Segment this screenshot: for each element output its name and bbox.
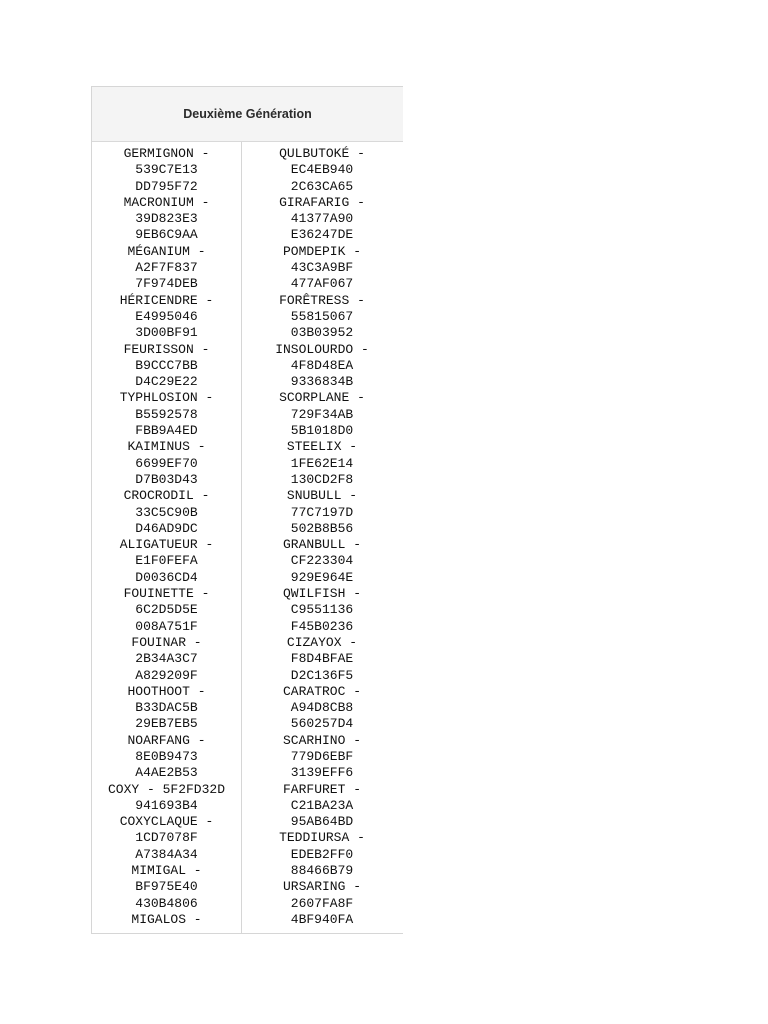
table-cell: 560257D4 xyxy=(290,716,354,732)
table-cell: 5B1018D0 xyxy=(290,423,354,439)
table-header: Deuxième Génération xyxy=(92,87,403,142)
table-cell: MÉGANIUM - xyxy=(127,243,206,259)
table-cell: FEURISSON - xyxy=(123,341,210,357)
table-cell: 9336834B xyxy=(290,374,354,390)
table-cell: B33DAC5B xyxy=(135,700,198,716)
table-cell: 779D6EBF xyxy=(290,748,354,764)
table-cell: 130CD2F8 xyxy=(290,471,354,487)
table-cell: 77C7197D xyxy=(290,504,354,520)
table-cell: FORÊTRESS - xyxy=(279,292,365,308)
table-cell: STEELIX - xyxy=(286,439,358,455)
table-cell: 41377A90 xyxy=(290,211,354,227)
table-cell: SCARHINO - xyxy=(282,732,361,748)
table-cell: MIMIGAL - xyxy=(131,863,202,879)
table-cell: E4995046 xyxy=(135,308,198,324)
table-cell: 03B03952 xyxy=(290,325,354,341)
table-cell: 33C5C90B xyxy=(135,504,198,520)
table-cell: 4F8D48EA xyxy=(290,357,354,373)
table-cell: E1F0FEFA xyxy=(135,553,198,569)
table-cell: INSOLOURDO - xyxy=(275,341,369,357)
table-cell: C9551136 xyxy=(290,602,354,618)
right-column xyxy=(242,142,402,933)
table-cell: 88466B79 xyxy=(290,863,354,879)
table-cell: EDEB2FF0 xyxy=(290,846,354,862)
table-cell: 729F34AB xyxy=(290,406,354,422)
table-cell: POMDEPIK - xyxy=(282,243,361,259)
table-cell: 430B4806 xyxy=(135,895,198,911)
table-cell: 9EB6C9AA xyxy=(135,227,198,243)
table-cell: HÉRICENDRE - xyxy=(119,292,214,308)
table-cell: SNUBULL - xyxy=(286,488,358,504)
table-cell: HOOTHOOT - xyxy=(127,683,206,699)
table-cell: QULBUTOKÉ - xyxy=(279,146,365,161)
table-cell: D0036CD4 xyxy=(135,569,198,585)
table-cell: 2B34A3C7 xyxy=(135,651,198,667)
table-cell: A2F7F837 xyxy=(135,260,198,276)
table-cell: 6C2D5D5E xyxy=(135,602,198,618)
table-cell: CROCRODIL - xyxy=(123,488,210,504)
table-cell: 008A751F xyxy=(135,618,198,634)
table-cell: 929E964E xyxy=(290,569,354,585)
table-cell: 7F974DEB xyxy=(135,276,198,292)
table-cell: 2C63CA65 xyxy=(290,178,354,194)
table-cell: 43C3A9BF xyxy=(290,260,354,276)
table-cell: MIGALOS - xyxy=(131,911,202,927)
table-cell: ALIGATUEUR - xyxy=(119,537,214,553)
table-cell: B9CCC7BB xyxy=(135,357,198,373)
table-cell: FOUINAR - xyxy=(131,634,202,650)
table-cell: CIZAYOX - xyxy=(286,634,358,650)
table-cell: MACRONIUM - xyxy=(123,194,210,210)
table-cell: 95AB64BD xyxy=(290,814,354,830)
table-cell: D46AD9DC xyxy=(135,520,198,536)
table-cell: KAIMINUS - xyxy=(127,439,206,455)
table-cell: BF975E40 xyxy=(135,879,198,895)
table-cell: A829209F xyxy=(135,667,198,683)
table-cell: URSARING - xyxy=(282,879,361,895)
table-body xyxy=(92,142,403,933)
table-cell: CF223304 xyxy=(290,553,354,569)
table-cell: D4C29E22 xyxy=(135,374,198,390)
table-cell: F45B0236 xyxy=(290,618,354,634)
table-cell: A4AE2B53 xyxy=(135,765,198,781)
table-cell: A94D8CB8 xyxy=(290,700,354,716)
table-cell: SCORPLANE - xyxy=(279,390,365,406)
table-cell: D7B03D43 xyxy=(135,471,198,487)
table-cell: D2C136F5 xyxy=(290,667,354,683)
table-cell: C21BA23A xyxy=(290,797,354,813)
left-column xyxy=(92,142,242,933)
table-cell: EC4EB940 xyxy=(290,162,354,178)
table-cell: TEDDIURSA - xyxy=(279,830,365,846)
table-cell: QWILFISH - xyxy=(282,586,361,602)
table-cell: 1CD7078F xyxy=(135,830,198,846)
table-cell: 29EB7EB5 xyxy=(135,716,198,732)
table-cell: 8E0B9473 xyxy=(135,748,198,764)
table-cell: 941693B4 xyxy=(135,797,198,813)
table-cell: GERMIGNON - xyxy=(123,146,210,161)
table-cell: 3139EFF6 xyxy=(290,765,354,781)
table-cell: B5592578 xyxy=(135,406,198,422)
table-cell: COXYCLAQUE - xyxy=(119,814,214,830)
table-cell: FOUINETTE - xyxy=(123,586,210,602)
table-cell: 502B8B56 xyxy=(290,520,354,536)
table-cell: 3D00BF91 xyxy=(135,325,198,341)
table-cell: CARATROC - xyxy=(282,683,361,699)
table-cell: F8D4BFAE xyxy=(290,651,354,667)
table-cell: GIRAFARIG - xyxy=(279,194,365,210)
table-cell: NOARFANG - xyxy=(127,732,206,748)
table-cell: 39D823E3 xyxy=(135,211,198,227)
table-cell: FARFURET - xyxy=(282,781,361,797)
table-cell: 1FE62E14 xyxy=(290,455,354,471)
table-cell: 55815067 xyxy=(290,308,354,324)
table-cell: FBB9A4ED xyxy=(135,423,198,439)
table-cell: DD795F72 xyxy=(135,178,198,194)
table-cell: 477AF067 xyxy=(290,276,354,292)
table-cell: 539C7E13 xyxy=(135,162,198,178)
table-cell: TYPHLOSION - xyxy=(119,390,214,406)
table-cell: 2607FA8F xyxy=(290,895,354,911)
table-cell: GRANBULL - xyxy=(282,537,361,553)
table-cell: 4BF940FA xyxy=(290,911,354,927)
table-cell: 6699EF70 xyxy=(135,455,198,471)
codes-table xyxy=(91,86,403,934)
table-cell: E36247DE xyxy=(290,227,354,243)
table-cell: A7384A34 xyxy=(135,846,198,862)
table-cell: COXY - 5F2FD32D xyxy=(107,781,226,797)
